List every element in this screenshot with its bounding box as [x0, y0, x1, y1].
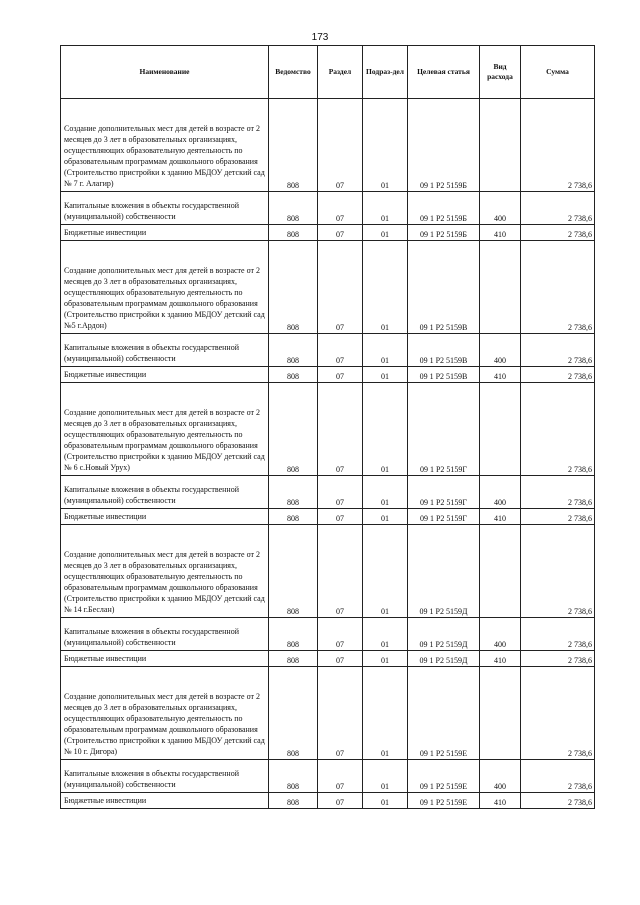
cell-target: 09 1 Р2 5159Е: [408, 793, 480, 809]
header-expense-type: Вид расхода: [480, 46, 521, 99]
table-header-row: [61, 46, 595, 99]
page-number: 173: [311, 32, 329, 43]
cell-sub: 01: [363, 651, 408, 667]
cell-vr: [480, 525, 521, 618]
table-row: [61, 192, 595, 225]
cell-sum: 2 738,6: [521, 334, 595, 367]
table-row: [61, 367, 595, 383]
cell-sub: 01: [363, 525, 408, 618]
cell-vr: 410: [480, 651, 521, 667]
cell-sub: 01: [363, 241, 408, 334]
cell-target: 09 1 Р2 5159Б: [408, 99, 480, 192]
cell-target: 09 1 Р2 5159Д: [408, 651, 480, 667]
cell-vr: 400: [480, 192, 521, 225]
cell-dept: 808: [269, 509, 318, 525]
cell-sec: 07: [318, 225, 363, 241]
table-body: [61, 99, 595, 809]
cell-dept: 808: [269, 334, 318, 367]
table-row: [61, 383, 595, 476]
cell-vr: [480, 383, 521, 476]
cell-dept: 808: [269, 241, 318, 334]
header-section: Раздел: [318, 46, 363, 99]
cell-target: 09 1 Р2 5159В: [408, 367, 480, 383]
cell-sum: 2 738,6: [521, 760, 595, 793]
table-row: [61, 667, 595, 760]
cell-sub: 01: [363, 667, 408, 760]
cell-sub: 01: [363, 509, 408, 525]
cell-target: 09 1 Р2 5159Д: [408, 525, 480, 618]
cell-dept: 808: [269, 225, 318, 241]
cell-name: Бюджетные инвестиции: [61, 225, 269, 241]
header-subsection: Подраз-дел: [363, 46, 408, 99]
cell-name: Капитальные вложения в объекты государственной (муниципальной) собственности: [61, 618, 269, 651]
cell-vr: [480, 99, 521, 192]
cell-sec: 07: [318, 525, 363, 618]
cell-sub: 01: [363, 99, 408, 192]
cell-name: Создание дополнительных мест для детей в возрасте от 2 месяцев до 3 лет в образовательных организациях, осуществляющих образовательную деятельность по образовательным программам дошкольного образования (Строительство пристройки к зданию МБДОУ детский сад № 6 с.Новый Урух): [61, 383, 269, 476]
cell-vr: 400: [480, 618, 521, 651]
cell-vr: 410: [480, 367, 521, 383]
cell-target: 09 1 Р2 5159Б: [408, 192, 480, 225]
cell-target: 09 1 Р2 5159Г: [408, 383, 480, 476]
cell-sub: 01: [363, 760, 408, 793]
cell-sec: 07: [318, 618, 363, 651]
cell-dept: 808: [269, 367, 318, 383]
cell-target: 09 1 Р2 5159Б: [408, 225, 480, 241]
table-row: [61, 225, 595, 241]
cell-vr: 410: [480, 225, 521, 241]
cell-name: Капитальные вложения в объекты государственной (муниципальной) собственности: [61, 760, 269, 793]
table-row: [61, 476, 595, 509]
cell-sec: 07: [318, 334, 363, 367]
cell-target: 09 1 Р2 5159В: [408, 334, 480, 367]
cell-name: Создание дополнительных мест для детей в возрасте от 2 месяцев до 3 лет в образовательных организациях, осуществляющих образовательную деятельность по образовательным программам дошкольного образования (Строительство пристройки к зданию МБДОУ детский сад №5 г.Ардон): [61, 241, 269, 334]
cell-sec: 07: [318, 383, 363, 476]
cell-sec: 07: [318, 99, 363, 192]
cell-dept: 808: [269, 476, 318, 509]
cell-name: Бюджетные инвестиции: [61, 651, 269, 667]
cell-sum: 2 738,6: [521, 651, 595, 667]
table-row: [61, 793, 595, 809]
header-target-item: Целевая статья: [408, 46, 480, 99]
cell-vr: 400: [480, 334, 521, 367]
cell-sec: 07: [318, 651, 363, 667]
cell-sum: 2 738,6: [521, 241, 595, 334]
header-amount: Сумма: [521, 46, 595, 99]
cell-sub: 01: [363, 793, 408, 809]
cell-sec: 07: [318, 241, 363, 334]
cell-sum: 2 738,6: [521, 793, 595, 809]
header-name: Наименование: [61, 46, 269, 99]
cell-vr: 410: [480, 793, 521, 809]
cell-sub: 01: [363, 367, 408, 383]
cell-vr: 400: [480, 476, 521, 509]
cell-target: 09 1 Р2 5159Г: [408, 509, 480, 525]
cell-sum: 2 738,6: [521, 367, 595, 383]
cell-vr: [480, 241, 521, 334]
cell-target: 09 1 Р2 5159Г: [408, 476, 480, 509]
cell-sec: 07: [318, 793, 363, 809]
header-department: Ведомство: [269, 46, 318, 99]
cell-dept: 808: [269, 525, 318, 618]
cell-name: Создание дополнительных мест для детей в возрасте от 2 месяцев до 3 лет в образовательных организациях, осуществляющих образовательную деятельность по образовательным программам дошкольного образования (Строительство пристройки к зданию МБДОУ детский сад № 7 г. Алагир): [61, 99, 269, 192]
cell-sec: 07: [318, 367, 363, 383]
cell-sub: 01: [363, 383, 408, 476]
cell-sub: 01: [363, 225, 408, 241]
cell-sum: 2 738,6: [521, 525, 595, 618]
cell-name: Создание дополнительных мест для детей в возрасте от 2 месяцев до 3 лет в образовательных организациях, осуществляющих образовательную деятельность по образовательным программам дошкольного образования (Строительство пристройки к зданию МБДОУ детский сад № 14 г.Беслан): [61, 525, 269, 618]
cell-target: 09 1 Р2 5159Е: [408, 760, 480, 793]
cell-dept: 808: [269, 618, 318, 651]
table-row: [61, 241, 595, 334]
cell-sec: 07: [318, 476, 363, 509]
budget-table: [60, 45, 595, 809]
cell-sec: 07: [318, 509, 363, 525]
table-row: [61, 618, 595, 651]
cell-sec: 07: [318, 667, 363, 760]
cell-name: Капитальные вложения в объекты государственной (муниципальной) собственности: [61, 476, 269, 509]
cell-name: Бюджетные инвестиции: [61, 367, 269, 383]
cell-dept: 808: [269, 760, 318, 793]
cell-vr: [480, 667, 521, 760]
cell-name: Капитальные вложения в объекты государственной (муниципальной) собственности: [61, 334, 269, 367]
cell-name: Бюджетные инвестиции: [61, 509, 269, 525]
cell-name: Бюджетные инвестиции: [61, 793, 269, 809]
table-row: [61, 334, 595, 367]
cell-sum: 2 738,6: [521, 667, 595, 760]
table-row: [61, 651, 595, 667]
cell-sub: 01: [363, 334, 408, 367]
cell-sum: 2 738,6: [521, 99, 595, 192]
cell-sub: 01: [363, 618, 408, 651]
cell-sub: 01: [363, 476, 408, 509]
cell-sum: 2 738,6: [521, 509, 595, 525]
table-row: [61, 99, 595, 192]
cell-target: 09 1 Р2 5159В: [408, 241, 480, 334]
table-row: [61, 525, 595, 618]
cell-dept: 808: [269, 383, 318, 476]
cell-target: 09 1 Р2 5159Д: [408, 618, 480, 651]
cell-vr: 400: [480, 760, 521, 793]
table-row: [61, 509, 595, 525]
cell-sum: 2 738,6: [521, 225, 595, 241]
cell-dept: 808: [269, 99, 318, 192]
cell-target: 09 1 Р2 5159Е: [408, 667, 480, 760]
cell-dept: 808: [269, 793, 318, 809]
table-row: [61, 760, 595, 793]
cell-sec: 07: [318, 192, 363, 225]
cell-sec: 07: [318, 760, 363, 793]
cell-sum: 2 738,6: [521, 476, 595, 509]
cell-name: Создание дополнительных мест для детей в возрасте от 2 месяцев до 3 лет в образовательных организациях, осуществляющих образовательную деятельность по образовательным программам дошкольного образования (Строительство пристройки к зданию МБДОУ детский сад № 10 г. Дигора): [61, 667, 269, 760]
cell-dept: 808: [269, 651, 318, 667]
cell-sub: 01: [363, 192, 408, 225]
cell-sum: 2 738,6: [521, 192, 595, 225]
cell-dept: 808: [269, 192, 318, 225]
cell-name: Капитальные вложения в объекты государственной (муниципальной) собственности: [61, 192, 269, 225]
cell-dept: 808: [269, 667, 318, 760]
cell-vr: 410: [480, 509, 521, 525]
cell-sum: 2 738,6: [521, 383, 595, 476]
cell-sum: 2 738,6: [521, 618, 595, 651]
